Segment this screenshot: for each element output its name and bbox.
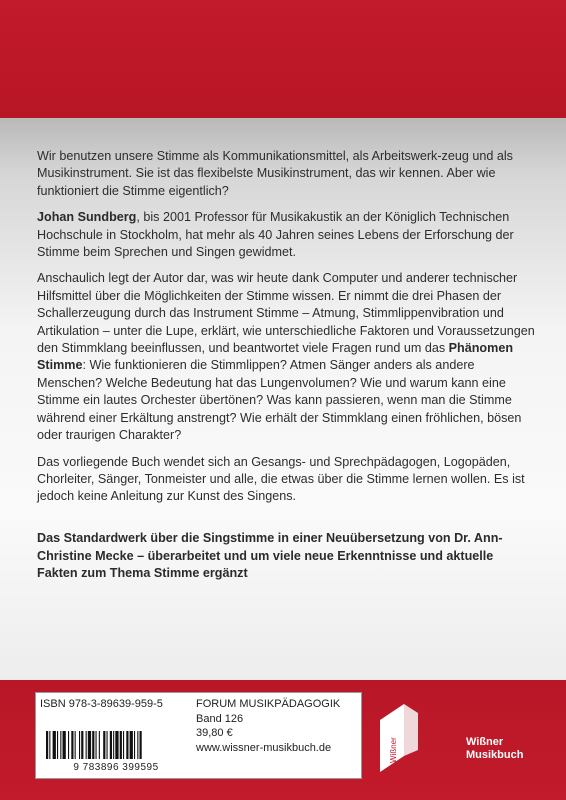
author-name: Johan Sundberg xyxy=(37,210,137,225)
content-text-a: Anschaulich legt der Autor dar, was wir heute dank Computer und anderer technischer Hilfsmittel über die Möglichkeiten der Stimme wissen. Er nimmt die drei Phasen der Schallerzeugung durch das Instrument Stimme – Atmung, Stimmlippenvibration und Artikulation – unter die Lupe, erklärt, wie unterschiedliche Faktoren und Voraussetzungen den Stimmklang beeinflussen, und beantwortet viele Fragen rund um das xyxy=(37,271,535,356)
barcode-graphic xyxy=(40,731,192,771)
book-info-box xyxy=(35,692,362,779)
paragraph-audience: Das vorliegende Buch wendet sich an Gesangs- und Sprechpädagogen, Logopäden, Chorleiter, Sänger, Tonmeister und alle, die etwas über die Stimme lernen wollen. Es ist jedoch keine Anleitung zur Kunst des Singens. xyxy=(37,454,525,504)
content-bold-term: Phänomen Stimme xyxy=(37,341,514,373)
logo-wordmark xyxy=(466,736,546,761)
publisher-logo xyxy=(378,690,518,775)
paragraph-intro: Wir benutzen unsere Stimme als Kommunikationsmittel, als Arbeitswerk-zeug und als Musikinstrument. Sie ist das flexibelste Musikinstrument, das wir kennen. Aber wie funktioniert die Stimme eigentlich? xyxy=(37,149,513,198)
website-text: www.wissner-musikbuch.de xyxy=(196,741,332,754)
paragraph-content xyxy=(37,270,537,444)
volume-text: Band 126 xyxy=(196,712,244,725)
tagline: Das Standardwerk über die Singstimme in einer Neuübersetzung von Dr. Ann-Christine Mecke – überarbeitet und um viele neue Erkenntnisse und aktuelle Fakten zum Thema Stimme ergänzt xyxy=(37,531,503,581)
author-bio: , bis 2001 Professor für Musikakustik an der Königlich Technischen Hochschule in Stockholm, hat mehr als 40 Jahren seines Lebens der Erforschung der Stimme beim Sprechen und Singen gewidmet. xyxy=(37,210,514,260)
price-text: 39,80 € xyxy=(196,727,233,740)
logo-line1: Wißner xyxy=(466,736,504,748)
top-red-band xyxy=(0,0,566,118)
blurb-text xyxy=(37,148,537,515)
logo-vertical-text: Wißner xyxy=(389,737,398,763)
logo-line2: Musikbuch xyxy=(466,748,524,761)
barcode-digits: 9 783896 399595 xyxy=(73,762,159,771)
paragraph-author xyxy=(37,209,537,261)
series-text: FORUM MUSIKPÄDAGOGIK xyxy=(196,698,341,710)
publisher-logo-icon xyxy=(378,690,518,775)
isbn-text: ISBN 978-3-89639-959-5 xyxy=(40,698,163,710)
barcode-icon xyxy=(40,731,192,771)
content-text-b: : Wie funktionieren die Stimmlippen? Atmen Sänger anders als andere Menschen? Welche Bedeutung hat das Lungenvolumen? Wie und warum kann eine Stimme ein lautes Orchester übertönen? Was kann passieren, wenn man die Stimme während einer Erkältung anstrengt? Wie erhält der Stimmklang einen fröhlichen, bösen oder traurigen Charakter? xyxy=(37,358,522,443)
